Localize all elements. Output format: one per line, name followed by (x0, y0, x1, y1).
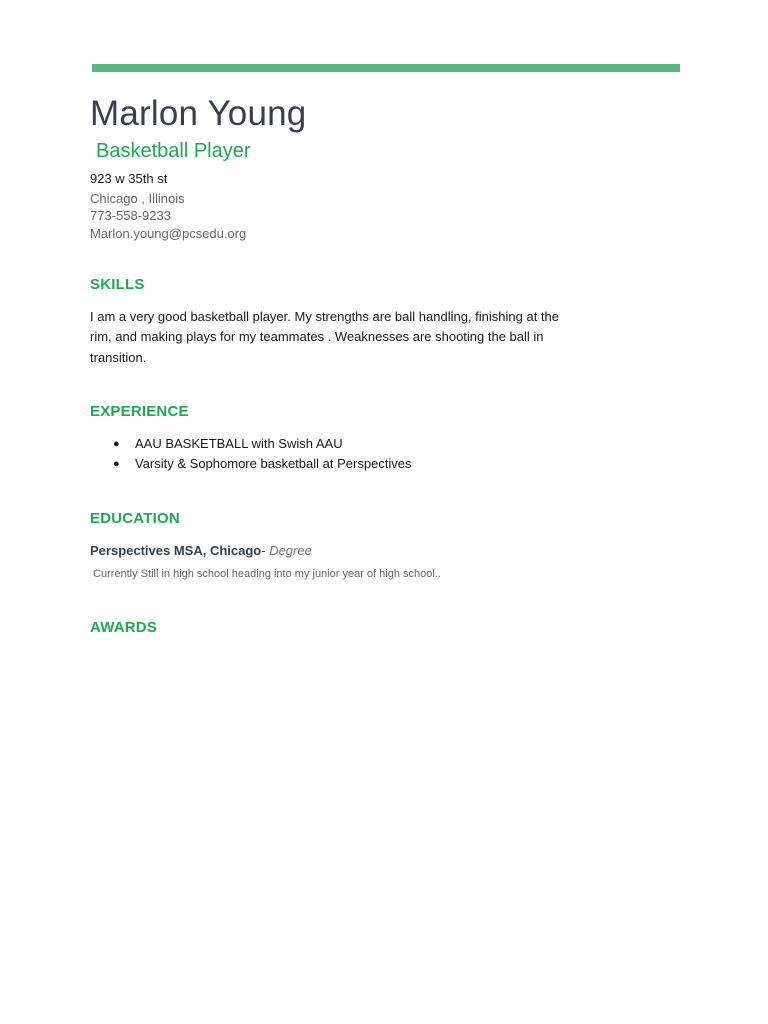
experience-item-text: AAU BASKETBALL with Swish AAU (135, 436, 343, 451)
experience-heading: EXPERIENCE (90, 403, 189, 420)
contact-city: Chicago , Illinois (90, 191, 185, 206)
education-description: Currently Still in high school heading into my junior year of high school.. (93, 568, 441, 580)
bullet-icon: ● (113, 458, 120, 470)
skills-text: I am a very good basketball player. My strengths are ball handling, finishing at the rim, and making plays for my teammates . Weaknesses are shooting the ball in transition. (90, 309, 559, 365)
education-entry (90, 541, 312, 561)
education-separator: - (261, 543, 270, 558)
contact-phone: 773-558-9233 (90, 208, 171, 223)
contact-email[interactable]: Marlon.young@pcsedu.org (90, 226, 247, 241)
candidate-name: Marlon Young (90, 94, 307, 133)
education-school: Perspectives MSA, Chicago (90, 543, 262, 558)
education-degree: Degree (269, 543, 312, 558)
experience-item-text: Varsity & Sophomore basketball at Perspectives (135, 456, 412, 471)
awards-heading: AWARDS (90, 619, 158, 636)
contact-street: 923 w 35th st (90, 171, 168, 186)
bullet-icon: ● (113, 438, 120, 450)
skills-heading: SKILLS (90, 276, 145, 293)
accent-bar (92, 64, 680, 72)
candidate-title: Basketball Player (96, 140, 251, 162)
education-heading: EDUCATION (90, 510, 180, 527)
